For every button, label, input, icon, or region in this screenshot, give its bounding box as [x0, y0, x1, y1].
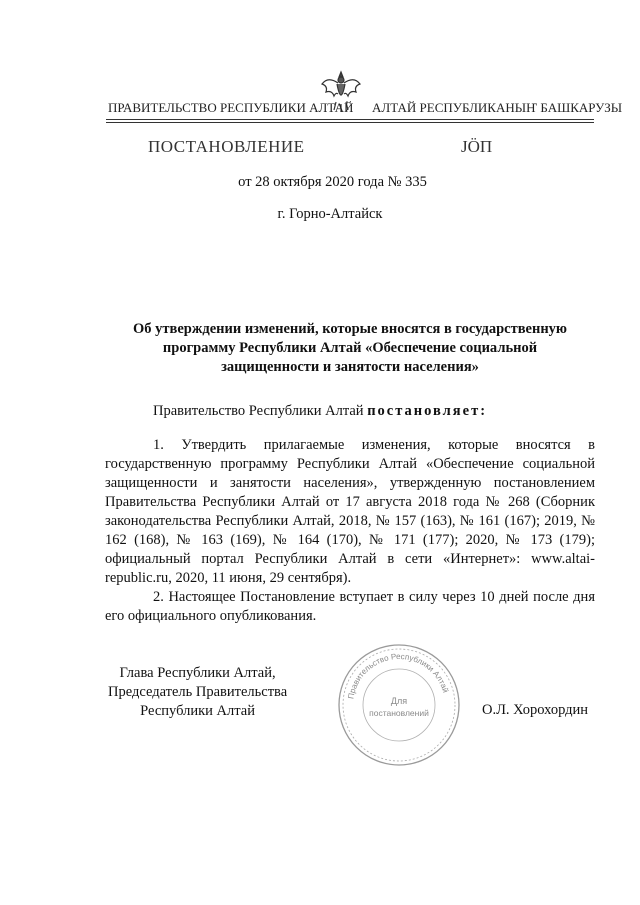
seal-center-line-2: постановлений: [369, 708, 429, 718]
signatory-position-line: Республики Алтай: [140, 703, 255, 719]
document-city: г. Горно-Алтайск: [277, 206, 383, 222]
preamble-decree-word: постановляет:: [367, 403, 488, 419]
signatory-name: О.Л. Хорохордин: [482, 702, 589, 718]
signatory-position: [108, 664, 287, 721]
government-name-altai: АЛТАЙ РЕСПУБЛИКАНЫҤ БАШКАРУЗЫ: [372, 100, 623, 115]
header-rule-second: [106, 122, 594, 123]
signatory-position-line: Глава Республики Алтай,: [119, 665, 276, 681]
title-line: программу Республики Алтай «Обеспечение социальной: [162, 340, 538, 356]
paragraph-1: 1. Утвердить прилагаемые изменения, которые вносятся в государственную программу Республики Алтай «Обеспечение социальной защищенности и занятости населения», утвержденную постановлением Правительства Республики Алтай от 17 августа 2018 года № 268 (Сборник законодательства Республики Алтай, 2018, № 157 (163), № 161 (167); 2019, № 162 (168), № 163 (169), № 164 (170), № 171 (177); 2020, № 173 (179); официальный портал Республики Алтай в сети «Интернет»: www.altai-republic.ru, 2020, 11 июня, 29 сентября).: [105, 437, 595, 586]
government-name-russian: ПРАВИТЕЛЬСТВО РЕСПУБЛИКИ АЛТАЙ: [108, 100, 354, 115]
preamble-text: Правительство Республики Алтай: [153, 403, 364, 419]
preamble: [153, 403, 487, 420]
paragraph-2: 2. Настоящее Постановление вступает в силу через 10 дней после дня его официального опубликования.: [105, 589, 595, 624]
signatory-position-line: Председатель Правительства: [108, 684, 288, 700]
document-title: [100, 320, 600, 377]
title-line: Об утверждении изменений, которые вносятся в государственную: [132, 321, 568, 337]
document-body: [105, 436, 595, 626]
official-seal: [336, 642, 462, 768]
document-dateline: от 28 октября 2020 года № 335: [238, 174, 427, 190]
seal-ring-text: Правительство Республики Алтай: [346, 651, 451, 700]
title-line: защищенности и занятости населения»: [221, 359, 479, 375]
header-rule: [106, 119, 594, 120]
seal-center-line-1: Для: [390, 696, 408, 706]
document-type-altai: JӦП: [461, 137, 493, 156]
document-type-russian: ПОСТАНОВЛЕНИЕ: [148, 137, 305, 156]
